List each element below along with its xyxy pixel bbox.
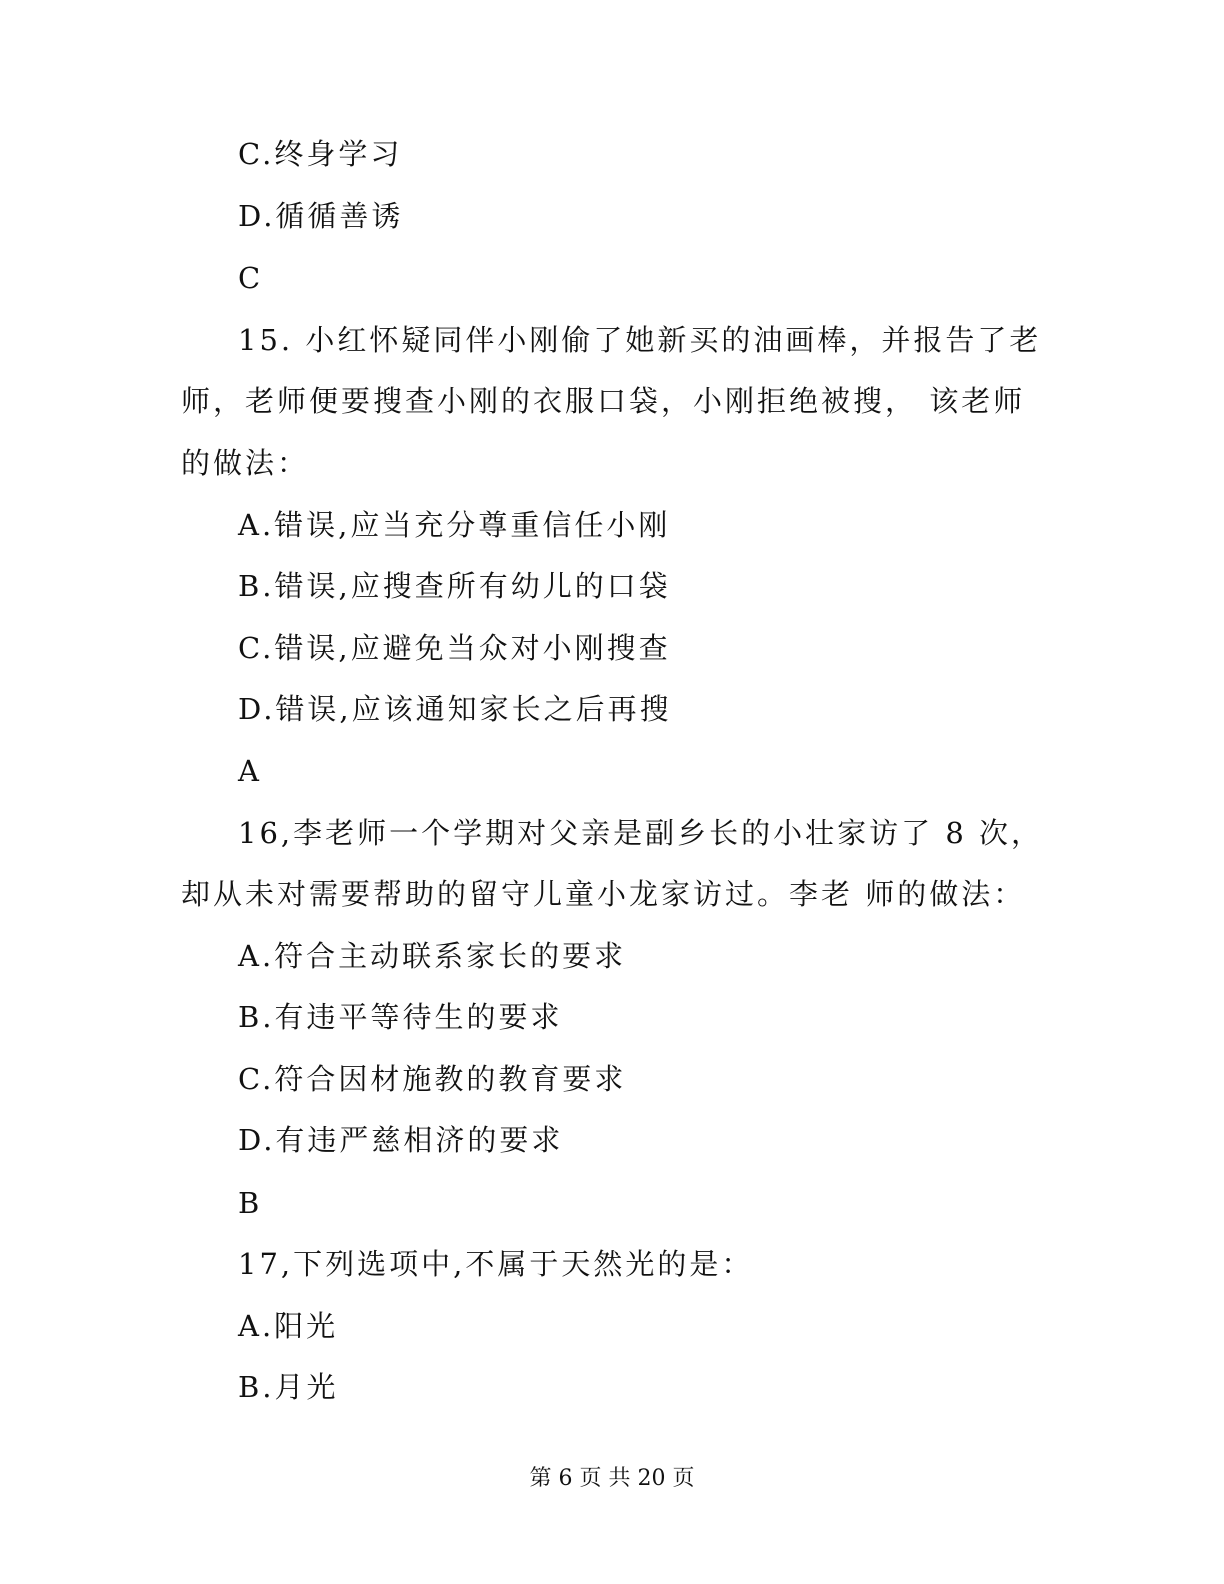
question-16-line-1: 16,李老师一个学期对父亲是副乡长的小壮家访了 8 次， xyxy=(238,816,1044,850)
question-15-line-3: 的做法： xyxy=(181,446,310,480)
option-d-q15: D.错误,应该通知家长之后再搜 xyxy=(238,692,672,726)
answer-q16: B xyxy=(238,1186,263,1220)
option-a-q17: A.阳光 xyxy=(238,1309,339,1343)
question-16-line-2: 却从未对需要帮助的留守儿童小龙家访过。李老 师的做法： xyxy=(181,877,1026,911)
option-c-q14: C.终身学习 xyxy=(238,137,403,171)
answer-q14: C xyxy=(238,261,264,295)
page-footer: 第 6 页 共 20 页 xyxy=(529,1466,695,1491)
option-a-q16: A.符合主动联系家长的要求 xyxy=(238,939,627,973)
option-b-q16: B.有违平等待生的要求 xyxy=(238,1000,563,1034)
question-15-line-2: 师，老师便要搜查小刚的衣服口袋，小刚拒绝被搜， 该老师 xyxy=(181,384,1026,418)
option-b-q17: B.月光 xyxy=(238,1370,339,1404)
question-15-line-1: 15. 小红怀疑同伴小刚偷了她新买的油画棒，并报告了老 xyxy=(238,323,1042,357)
option-c-q15: C.错误,应避免当众对小刚搜查 xyxy=(238,631,671,665)
option-a-q15: A.错误,应当充分尊重信任小刚 xyxy=(238,508,671,542)
answer-q15: A xyxy=(238,754,262,788)
option-d-q14: D.循循善诱 xyxy=(238,199,404,233)
option-c-q16: C.符合因材施教的教育要求 xyxy=(238,1062,627,1096)
option-b-q15: B.错误,应搜查所有幼儿的口袋 xyxy=(238,569,671,603)
question-17: 17,下列选项中,不属于天然光的是： xyxy=(238,1247,754,1281)
option-d-q16: D.有违严慈相济的要求 xyxy=(238,1123,564,1157)
